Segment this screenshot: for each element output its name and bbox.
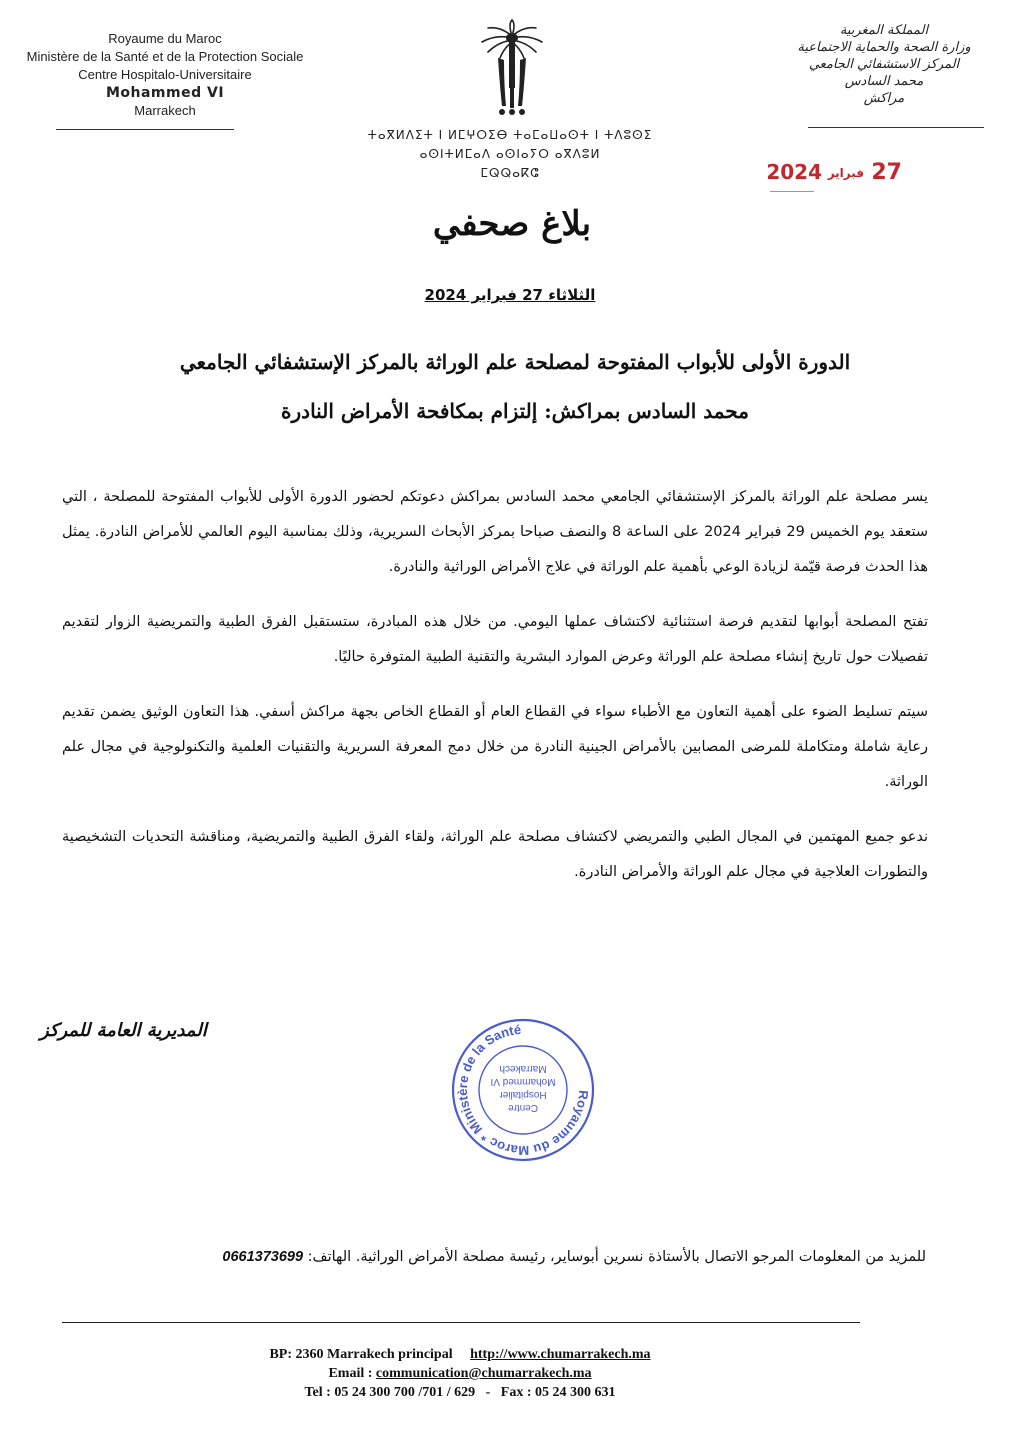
tifinagh-line2: ⴰⵙⵏⵜⵍⵎⴰⴷ ⴰⵙⵏⴰⵢⵔ ⴰⴳⴷⵓⵍ	[419, 147, 601, 161]
footer	[150, 1345, 770, 1402]
footer-fax: Fax : 05 24 300 631	[500, 1385, 616, 1400]
contact-text: للمزيد من المعلومات المرجو الاتصال بالأستاذة نسرين أبوساير، رئيسة مصلحة الأمراض الوراثية. الهاتف:	[307, 1249, 926, 1265]
seal-inner-line1: Centre	[507, 1102, 539, 1113]
headline-line2: محمد السادس بمراكش: إلتزام بمكافحة الأمراض النادرة	[281, 399, 749, 423]
header-ar-city: مراكش	[863, 91, 905, 106]
seal-inner-line4: Marrakech	[499, 1063, 547, 1074]
footer-line1	[150, 1345, 770, 1364]
body-paragraph-2: تفتح المصلحة أبوابها لتقديم فرصة استثنائية لاكتشاف عملها اليومي. من خلال هذه المبادرة، ستستقبل الفرق الطبية والتمريضية الزوار لتقديم تفصيلات حول تاريخ إنشاء مصلحة علم الوراثة وعرض الموارد البشرية والتقنية الطبية المتوفرة حاليًا.	[62, 614, 928, 665]
header-fr-ministry: Ministère de la Santé et de la Protection Sociale	[26, 49, 304, 64]
header-arabic	[784, 22, 984, 107]
footer-bp: BP: 2360 Marrakech principal	[269, 1347, 453, 1362]
footer-email-link[interactable]: communication@chumarrakech.ma	[375, 1366, 592, 1381]
header-ar-ministry: وزارة الصحة والحماية الاجتماعية	[797, 40, 971, 55]
contact-line	[96, 1249, 926, 1265]
header-tifinagh	[330, 126, 690, 183]
footer-divider	[62, 1322, 860, 1323]
date-stamp-month: فبراير	[827, 166, 864, 180]
official-seal	[448, 1015, 598, 1165]
document-title: بلاغ صحفي	[432, 204, 592, 244]
seal-outer-text: Royaume du Maroc * Ministère de la Santé	[454, 1021, 592, 1159]
body-paragraph-4: ندعو جميع المهتمين في المجال الطبي والتمريضي لاكتشاف مصلحة علم الوراثة، ولقاء الفرق الطبية والتمريضية، ومناقشة التحديات التشخيصية والتطورات العلاجية في مجال علم الوراثة والأمراض النادرة.	[62, 829, 928, 880]
body-paragraph-1: يسر مصلحة علم الوراثة بالمركز الإستشفائي الجامعي محمد السادس بمراكش دعوتكم لحضور الدورة الأولى للأبواب المفتوحة للمصلحة ، التي ستعقد يوم الخميس 29 فبراير 2024 على الساعة 8 والنصف صباحا بمركز الأبحاث السريرية، وذلك بمناسبة اليوم العالمي للأمراض النادرة. يمثل هذا الحدث فرصة قيّمة لزيادة الوعي بأهمية علم الوراثة في علاج الأمراض الوراثية والنادرة.	[62, 489, 928, 575]
footer-line3	[150, 1383, 770, 1402]
header-left-divider	[56, 129, 234, 130]
header-fr-city: Marrakech	[134, 103, 196, 118]
palm-emblem-logo	[470, 18, 554, 118]
seal-inner-line3: Mohammed VI	[490, 1076, 556, 1087]
contact-phone: 0661373699	[222, 1249, 304, 1265]
header-right-divider	[808, 127, 984, 128]
document-headline	[120, 338, 910, 436]
date-stamp-day: 27	[871, 160, 902, 185]
header-ar-brand: محمد السادس	[844, 74, 924, 89]
header-fr-brand: Mohammed VI	[105, 85, 225, 101]
footer-email-label: Email :	[328, 1366, 373, 1381]
header-fr-kingdom: Royaume du Maroc	[108, 31, 222, 46]
tifinagh-line1: ⵜⴰⴳⵍⴷⵉⵜ ⵏ ⵍⵎⵖⵔⵉⴱ ⵜⴰⵎⴰⵡⴰⵙⵜ ⵏ ⵜⴷⵓⵙⵉ	[367, 128, 653, 142]
seal-inner-line2: Hospitalier	[499, 1089, 547, 1100]
header-ar-kingdom: المملكة المغربية	[839, 23, 929, 38]
header-french	[10, 30, 320, 120]
signature-directorate: المديرية العامة للمركز	[40, 1020, 207, 1041]
footer-website-link[interactable]: http://www.chumarrakech.ma	[470, 1347, 651, 1362]
footer-tel: Tel : 05 24 300 700 /701 / 629	[304, 1385, 476, 1400]
body-paragraph-3: سيتم تسليط الضوء على أهمية التعاون مع الأطباء سواء في القطاع العام أو القطاع الخاص بجهة مراكش أسفي. هذا التعاون الوثيق يضمن تقديم رعاية شاملة ومتكاملة للمرضى المصابين بالأمراض الجينية النادرة من خلال دمج المعرفة السريرية والتقنيات العلمية والتكنولوجية في مجال علم الوراثة.	[62, 704, 928, 790]
document-body	[62, 480, 928, 910]
header-fr-center: Centre Hospitalo-Universitaire	[78, 67, 252, 82]
footer-separator: -	[485, 1385, 491, 1400]
date-stamp	[768, 156, 908, 190]
header-ar-center: المركز الاستشفائي الجامعي	[808, 57, 960, 72]
tifinagh-line3: ⵎⵕⵕⴰⴽⵛ	[480, 166, 540, 180]
date-stamp-underline	[770, 191, 814, 192]
headline-line1: الدورة الأولى للأبواب المفتوحة لمصلحة علم الوراثة بالمركز الإستشفائي الجامعي	[179, 350, 851, 374]
footer-line2	[150, 1364, 770, 1383]
document-dateline: الثلاثاء 27 فبراير 2024	[424, 286, 596, 304]
date-stamp-year: 2024	[766, 160, 822, 184]
